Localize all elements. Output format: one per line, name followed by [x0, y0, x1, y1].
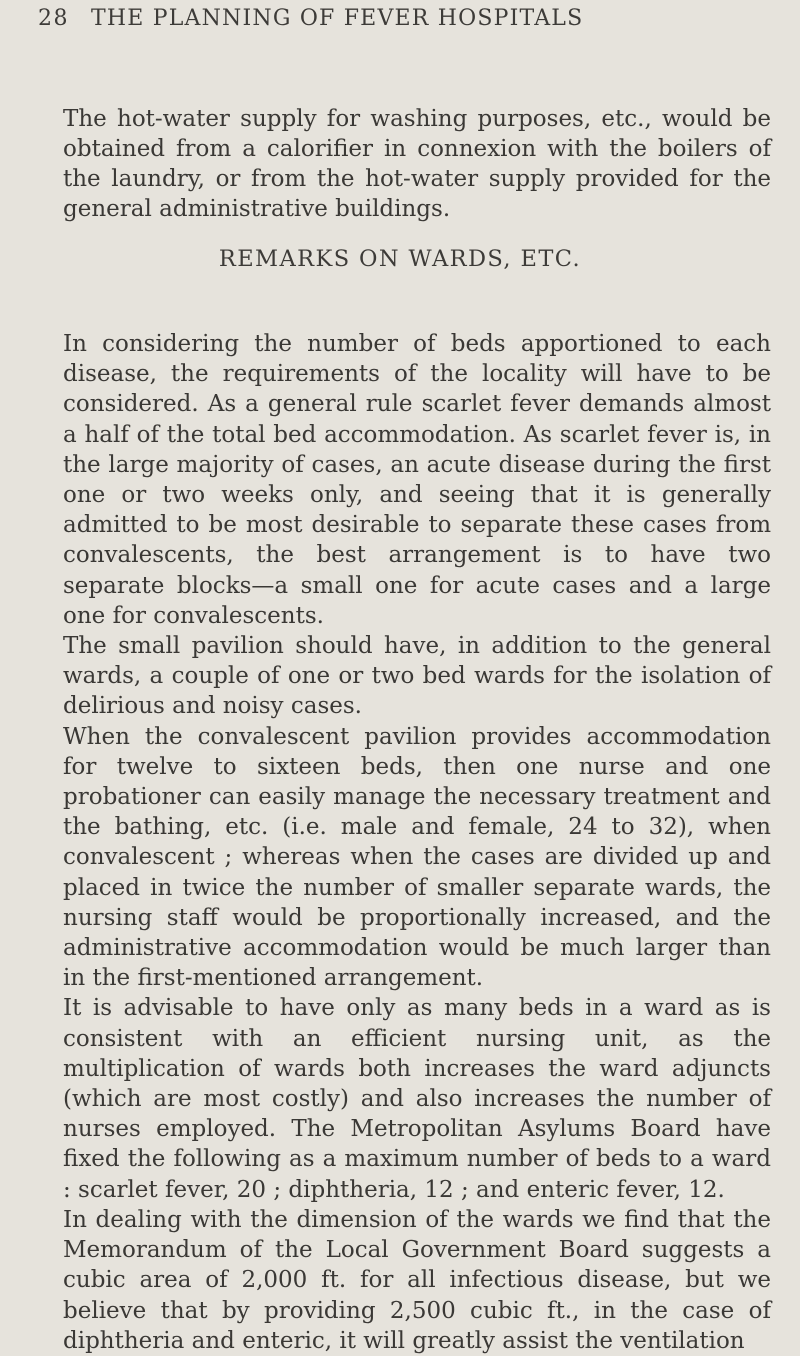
- running-head: [30, 6, 770, 36]
- paragraph-small-pavilion: The small pavilion should have, in addition to the general wards, a couple of one or two bed wards for the isolation of delirious and noisy cases.: [63, 633, 771, 720]
- running-title: THE PLANNING OF FEVER HOSPITALS: [91, 6, 584, 31]
- section-heading: REMARKS ON WARDS, ETC.: [218, 246, 582, 272]
- intro-paragraph: The hot-water supply for washing purposes, etc., would be obtained from a calorifier in connexion with the boilers of the laundry, or from the hot-water supply provided for the general administrative buildings.: [63, 106, 771, 222]
- paragraph-ward-dimensions: In dealing with the dimension of the wards we find that the Memorandum of the Local Government Board suggests a cubic area of 2,000 ft. for all infectious disease, but we believe that by providing 2,500 cubic ft., in the case of diphtheria and enteric, it will greatly assist the ventilation: [63, 1206, 771, 1354]
- paragraph-beds-per-ward: It is advisable to have only as many beds in a ward as is consistent with an efficient nursing unit, as the multiplication of wards both increases the ward adjuncts (which are most costly) and also increases the number of nurses employed. The Metropolitan Asylums Board have fixed the following as a maximum number of beds to a ward : scarlet fever, 20 ; diphtheria, 12 ; and enteric fever, 12.: [63, 995, 771, 1203]
- page-number: 28: [38, 6, 69, 31]
- intro-text: [63, 104, 771, 224]
- section-body: [63, 329, 771, 1356]
- paragraph-convalescent-pavilion: When the convalescent pavilion provides accommodation for twelve to sixteen beds, then one nurse and one probationer can easily manage the necessary treatment and the bathing, etc. (i.e. male and female, 24 to 32), when convalescent ; whereas when the cases are divided up and placed in twice the number of smaller separate wards, the nursing staff would be proportionally increased, and the administrative accommodation would be much larger than in the first-mentioned arrangement.: [63, 723, 771, 992]
- paragraph-bed-apportionment: In considering the number of beds apportioned to each disease, the requirements of the locality will have to be considered. As a general rule scarlet fever demands almost a half of the total bed accommodation. As scarlet fever is, in the large majority of cases, an acute disease during the first one or two weeks only, and seeing that it is generally admitted to be most desirable to separate these cases from convalescents, the best arrangement is to have two separate blocks—a small one for acute cases and a large one for convalescents.: [63, 331, 771, 629]
